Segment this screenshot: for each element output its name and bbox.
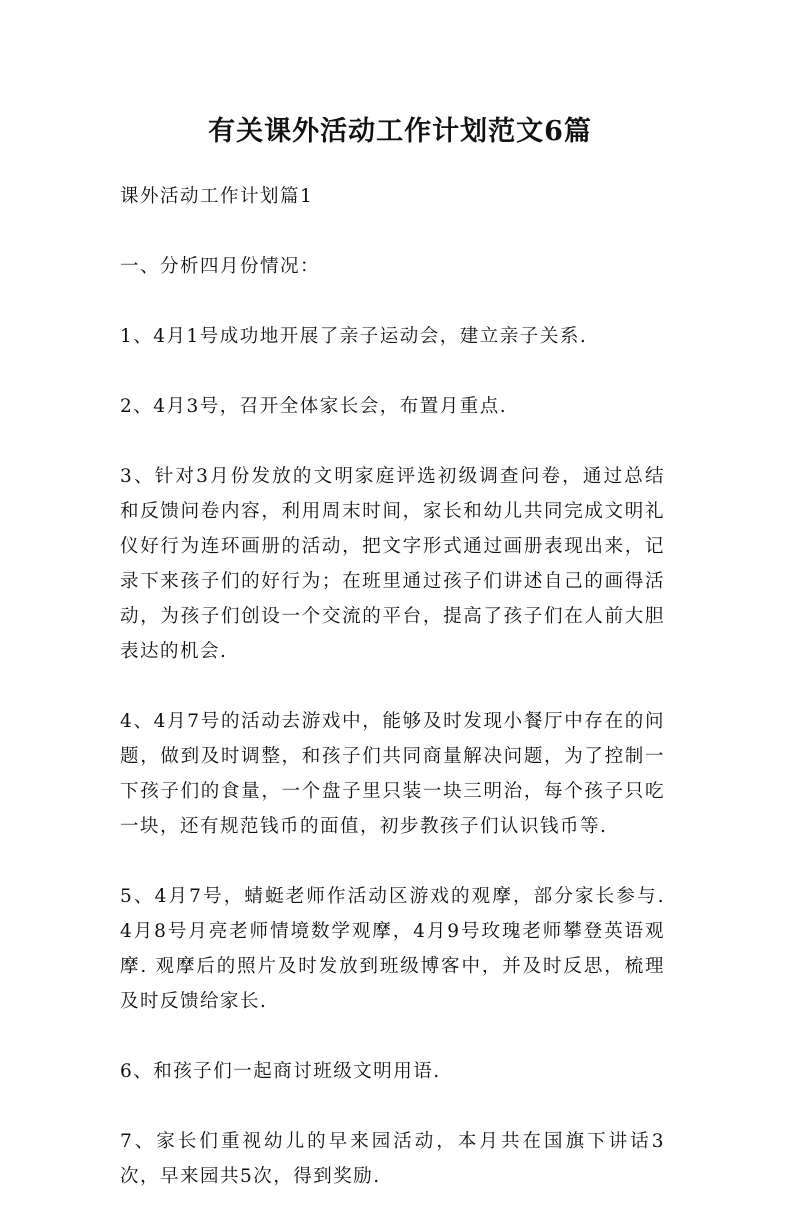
list-item: 7、家长们重视幼儿的早来园活动，本月共在国旗下讲话3次，早来园共5次，得到奖励.: [120, 1131, 665, 1187]
document-body: [120, 179, 665, 1229]
list-item: 3、针对3月份发放的文明家庭评选初级调查问卷，通过总结和反馈问卷内容，利用周末时间，家长和幼儿共同完成文明礼仪好行为连环画册的活动，把文字形式通过画册表现出来，记录下来孩子们的好行为；在班里通过孩子们讲述自己的画得活动，为孩子们创设一个交流的平台，提高了孩子们在人前大胆表达的机会.: [120, 466, 665, 662]
section-heading: 课外活动工作计划篇1: [120, 186, 314, 207]
list-item: 1、4月1号成功地开展了亲子运动会，建立亲子关系.: [120, 326, 588, 347]
list-item: 2、4月3号，召开全体家长会，布置月重点.: [120, 396, 508, 417]
part-heading: 一、分析四月份情况：: [120, 256, 321, 277]
document-title: 有关课外活动工作计划范文6篇: [208, 116, 592, 147]
list-item: 5、4月7号，蜻蜓老师作活动区游戏的观摩，部分家长参与. 4月8号月亮老师情境数学观摩，4月9号玫瑰老师攀登英语观摩. 观摩后的照片及时发放到班级博客中，并及时反思，梳理及时反馈给家长.: [120, 886, 665, 1012]
list-item: 6、和孩子们一起商讨班级文明用语.: [120, 1061, 441, 1082]
list-item: 4、4月7号的活动去游戏中，能够及时发现小餐厅中存在的问题，做到及时调整，和孩子们共同商量解决问题，为了控制一下孩子们的食量，一个盘子里只装一块三明治，每个孩子只吃一块，还有规范钱币的面值，初步教孩子们认识钱币等.: [120, 711, 665, 837]
